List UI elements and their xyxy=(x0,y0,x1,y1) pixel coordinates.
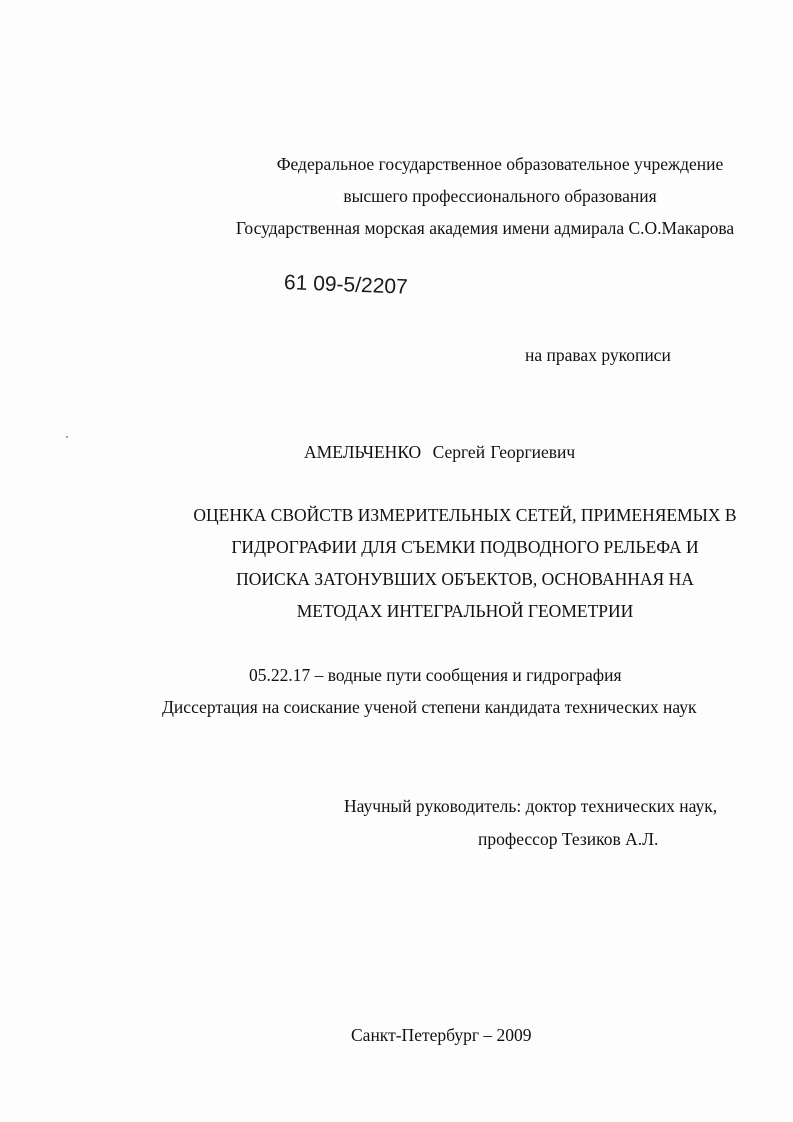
degree-statement: Диссертация на соискание ученой степени кандидата технических наук xyxy=(162,697,697,717)
dissertation-title-line-1: ОЦЕНКА СВОЙСТВ ИЗМЕРИТЕЛЬНЫХ СЕТЕЙ, ПРИМЕНЯЕМЫХ В xyxy=(193,505,737,525)
author-name xyxy=(304,444,575,462)
dissertation-title-line-3: ПОИСКА ЗАТОНУВШИХ ОБЪЕКТОВ, ОСНОВАННАЯ НА xyxy=(236,569,694,589)
institution-line-2: высшего профессионального образования xyxy=(343,186,657,206)
author-given-names: Сергей Георгиевич xyxy=(432,442,576,462)
supervisor-line-1: Научный руководитель: доктор технических наук, xyxy=(344,796,718,816)
library-stamp-number: 61 09-5/2207 xyxy=(283,271,409,299)
institution-line-3: Государственная морская академия имени адмирала С.О.Макарова xyxy=(235,218,735,238)
dissertation-title-line-4: МЕТОДАХ ИНТЕГРАЛЬНОЙ ГЕОМЕТРИИ xyxy=(296,601,634,621)
institution-line-1: Федеральное государственное образовательное учреждение xyxy=(276,154,724,174)
specialty-code: 05.22.17 – водные пути сообщения и гидрография xyxy=(249,665,622,685)
dissertation-title-line-2: ГИДРОГРАФИИ ДЛЯ СЪЕМКИ ПОДВОДНОГО РЕЛЬЕФА И xyxy=(231,537,699,557)
city-and-year: Санкт-Петербург – 2009 xyxy=(351,1025,532,1045)
scan-speck xyxy=(66,436,68,438)
manuscript-rights-note: на правах рукописи xyxy=(525,345,671,365)
author-surname: АМЕЛЬЧЕНКО xyxy=(304,442,422,462)
supervisor-line-2: профессор Тезиков А.Л. xyxy=(478,829,659,849)
